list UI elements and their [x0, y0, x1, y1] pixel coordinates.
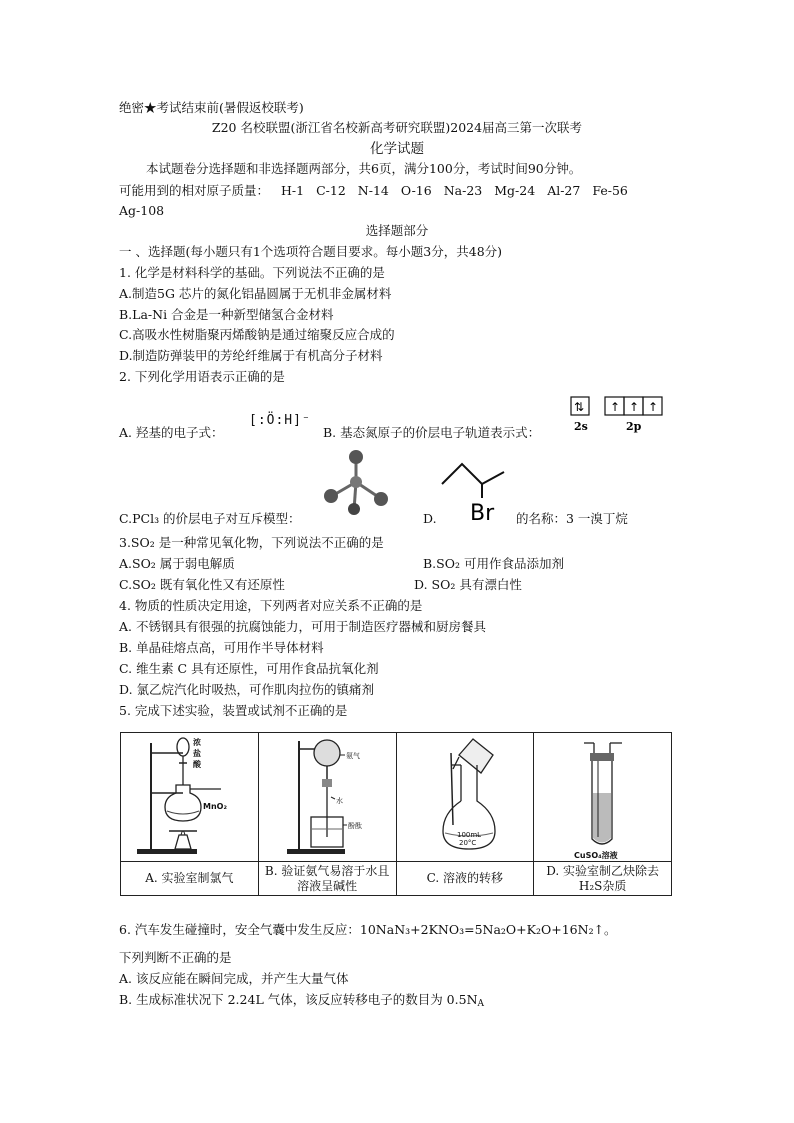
orbital-2p-label: 2p	[626, 420, 642, 433]
q4-option-c: C. 维生素 C 具有还原性，可用作食品抗氧化剂	[119, 661, 379, 676]
ammonia-label: 氨气	[345, 752, 360, 760]
acid-label: 酸	[193, 760, 201, 769]
mass-n: N-14	[357, 183, 389, 198]
mass-na: Na-23	[443, 183, 483, 198]
part-one-heading: 一 、选择题(每小题只有1个选项符合题目要求。每小题3分，共48分)	[119, 244, 503, 259]
orbital-diagram	[569, 394, 669, 438]
hydroxyl-electron-formula: [:Ö:H]⁻	[249, 413, 311, 428]
bromobutane-skeleton	[438, 456, 516, 526]
q4-option-d: D. 氯乙烷汽化时吸热，可作肌肉拉伤的镇痛剂	[119, 682, 375, 697]
q4-option-a: A. 不锈钢具有很强的抗腐蚀能力，可用于制造医疗器械和厨房餐具	[119, 619, 486, 634]
flask-volume-label: 100mL	[456, 831, 481, 839]
q3-option-d: D. SO₂ 具有漂白性	[414, 577, 522, 592]
mass-label: 可能用到的相对原子质量：	[119, 183, 270, 198]
q2-option-b-label: B. 基态氮原子的价层电子轨道表示式：	[323, 425, 541, 440]
q5-apparatus-table	[120, 732, 672, 896]
q1-option-d: D.制造防弹装甲的芳纶纤维属于有机高分子材料	[119, 348, 383, 363]
secret-header: 绝密★考试结束前(暑假返校联考)	[119, 100, 304, 115]
orbital-2s-label: 2s	[574, 420, 588, 433]
mass-c: C-12	[316, 183, 346, 198]
q3-option-a: A.SO₂ 属于弱电解质	[119, 556, 235, 571]
caption-b: B. 验证氨气易溶于水且溶液呈碱性	[258, 862, 396, 896]
q6-option-a: A. 该反应能在瞬间完成，并产生大量气体	[119, 971, 349, 986]
chlorine-generator-figure	[121, 733, 258, 861]
q6-option-b-text: B. 生成标准状况下 2.24L 气体，该反应转移电子的数目为 0.5N	[119, 992, 478, 1007]
q2-stem: 2. 下列化学用语表示正确的是	[119, 369, 285, 384]
phenolphthalein-label: 酚酞	[347, 822, 362, 830]
q5-stem: 5. 完成下述实验，装置或试剂不正确的是	[119, 703, 348, 718]
solution-transfer-figure	[397, 733, 534, 861]
q2-option-c-label: C.PCl₃ 的价层电子对互斥模型：	[119, 511, 301, 526]
q4-option-b: B. 单晶硅熔点高，可用作半导体材料	[119, 640, 324, 655]
pcl3-vsepr-model	[318, 448, 398, 516]
q3-stem: 3.SO₂ 是一种常见氧化物，下列说法不正确的是	[119, 535, 384, 550]
q2-option-d-label: D.	[423, 511, 437, 526]
subject-title: 化学试题	[370, 141, 424, 157]
ammonia-fountain-figure	[259, 733, 396, 861]
apparatus-c	[396, 733, 534, 862]
caption-d: D. 实验室制乙炔除去H₂S杂质	[534, 862, 672, 896]
conc-label: 浓	[193, 738, 201, 747]
svg-text:↑: ↑	[648, 400, 659, 414]
acetylene-purify-figure	[534, 733, 671, 861]
atomic-mass-line	[119, 183, 628, 199]
q1-stem: 1. 化学是材料科学的基础。下列说法不正确的是	[119, 265, 385, 280]
mass-fe: Fe-56	[592, 183, 628, 198]
apparatus-b	[258, 733, 396, 862]
q3-option-c: C.SO₂ 既有氧化性又有还原性	[119, 577, 285, 592]
q1-option-a: A.制造5G 芯片的氮化铝晶圆属于无机非金属材料	[119, 286, 392, 301]
mass-line-cont: Ag-108	[119, 203, 165, 218]
mno2-label: MnO₂	[203, 802, 227, 811]
svg-text:↑: ↑	[629, 400, 640, 414]
hcl-label: 盐	[193, 749, 201, 758]
q1-option-c: C.高吸水性树脂聚丙烯酸钠是通过缩聚反应合成的	[119, 327, 395, 342]
q6-prompt: 下列判断不正确的是	[119, 950, 232, 965]
water-label: 水	[335, 797, 343, 805]
orbital-2s-arrows: ⇅	[574, 400, 585, 414]
mass-h: H-1	[281, 183, 305, 198]
q4-stem: 4. 物质的性质决定用途，下列两者对应关系不正确的是	[119, 598, 423, 613]
flask-temp-label: 20°C	[458, 839, 476, 847]
q3-option-b: B.SO₂ 可用作食品添加剂	[423, 556, 564, 571]
apparatus-d	[534, 733, 672, 862]
q6-option-b	[119, 992, 484, 1012]
avogadro-subscript: A	[477, 999, 485, 1009]
q2-option-d-name: 的名称：3 一溴丁烷	[516, 511, 628, 526]
mass-o: O-16	[400, 183, 432, 198]
bromine-label: Br	[470, 501, 495, 526]
cuso4-label: CuSO₄溶液	[574, 851, 618, 860]
caption-a: A. 实验室制氯气	[121, 862, 259, 896]
section-title: 选择题部分	[365, 223, 429, 238]
svg-text:↑: ↑	[610, 400, 621, 414]
mass-al: Al-27	[547, 183, 581, 198]
q1-option-b: B.La-Ni 合金是一种新型储氢合金材料	[119, 307, 334, 322]
caption-c: C. 溶液的转移	[396, 862, 534, 896]
exam-title: Z20 名校联盟(浙江省名校新高考研究联盟)2024届高三第一次联考	[211, 120, 583, 135]
mass-mg: Mg-24	[494, 183, 536, 198]
exam-intro: 本试题卷分选择题和非选择题两部分，共6页，满分100分，考试时间90分钟。	[146, 161, 582, 176]
q6-stem: 6. 汽车发生碰撞时，安全气囊中发生反应：10NaN₃+2KNO₃=5Na₂O+K₂O+16N₂↑。	[119, 922, 617, 937]
q2-option-a-label: A. 羟基的电子式：	[119, 425, 224, 440]
apparatus-a	[121, 733, 259, 862]
